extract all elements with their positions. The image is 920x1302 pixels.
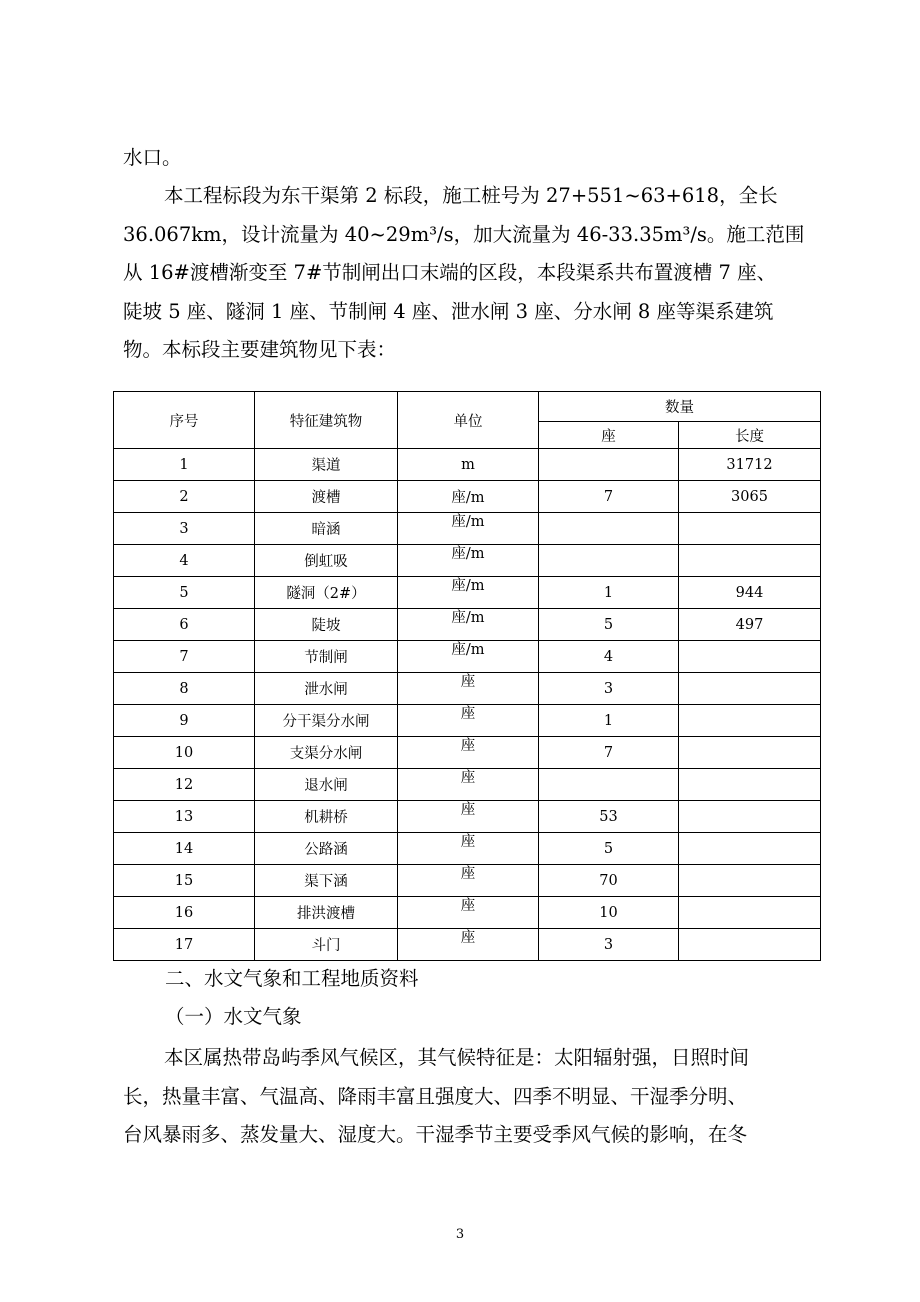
cell-no: 7 xyxy=(114,641,255,673)
unit-text: 座/m xyxy=(451,642,485,658)
cell-length xyxy=(679,513,821,545)
text-line: 本区属热带岛屿季风气候区，其气候特征是：太阳辐射强，日照时间 xyxy=(164,1046,750,1069)
cell-seat xyxy=(539,769,679,801)
table-row xyxy=(114,545,821,577)
cell-name: 渡槽 xyxy=(255,481,398,513)
cell-name: 渠道 xyxy=(255,449,398,481)
table-row xyxy=(114,449,821,481)
table-row xyxy=(114,737,821,769)
cell-length: 3065 xyxy=(679,481,821,513)
cell-no: 10 xyxy=(114,737,255,769)
cell-name: 支渠分水闸 xyxy=(255,737,398,769)
text-line: 长，热量丰富、气温高、降雨丰富且强度大、四季不明显、干湿季分明、 xyxy=(123,1084,748,1108)
cell-name: 节制闸 xyxy=(255,641,398,673)
cell-unit xyxy=(398,929,539,961)
cell-seat xyxy=(539,449,679,481)
unit-text: 座/m xyxy=(451,610,485,626)
cell-length xyxy=(679,545,821,577)
section-heading: 二、水文气象和工程地质资料 xyxy=(165,967,419,990)
cell-unit xyxy=(398,673,539,705)
cell-no: 3 xyxy=(114,513,255,545)
cell-name: 公路涵 xyxy=(255,833,398,865)
unit-text: 座/m xyxy=(451,546,485,562)
unit-text: m xyxy=(461,456,475,473)
page-number: 3 xyxy=(455,1227,465,1242)
text-line: 水口。 xyxy=(123,146,182,169)
unit-text: 座/m xyxy=(451,578,485,594)
header-unit: 单位 xyxy=(398,392,539,449)
table-row xyxy=(114,513,821,545)
header-seat: 座 xyxy=(539,422,679,449)
cell-name: 退水闸 xyxy=(255,769,398,801)
cell-seat: 3 xyxy=(539,673,679,705)
unit-text: 座 xyxy=(460,738,476,754)
cell-seat: 5 xyxy=(539,609,679,641)
cell-seat xyxy=(539,513,679,545)
cell-name: 暗涵 xyxy=(255,513,398,545)
cell-no: 16 xyxy=(114,897,255,929)
table-row xyxy=(114,641,821,673)
unit-text: 座/m xyxy=(451,490,485,506)
paragraph-project-section xyxy=(123,177,823,370)
cell-length xyxy=(679,769,821,801)
cell-no: 1 xyxy=(114,449,255,481)
table-row xyxy=(114,833,821,865)
cell-length xyxy=(679,641,821,673)
table-row xyxy=(114,769,821,801)
cell-unit xyxy=(398,609,539,641)
table-row xyxy=(114,705,821,737)
cell-no: 2 xyxy=(114,481,255,513)
cell-length xyxy=(679,833,821,865)
cell-no: 6 xyxy=(114,609,255,641)
cell-name: 隧洞（2#） xyxy=(255,577,398,609)
paragraph-climate xyxy=(123,1039,823,1155)
text-line: 物。本标段主要建筑物见下表： xyxy=(123,338,397,361)
cell-unit xyxy=(398,801,539,833)
cell-length xyxy=(679,929,821,961)
cell-unit xyxy=(398,481,539,513)
header-name: 特征建筑物 xyxy=(255,392,398,449)
cell-name: 陡坡 xyxy=(255,609,398,641)
cell-unit xyxy=(398,705,539,737)
cell-seat: 10 xyxy=(539,897,679,929)
cell-name: 渠下涵 xyxy=(255,865,398,897)
cell-no: 5 xyxy=(114,577,255,609)
paragraph-intro-end xyxy=(123,139,823,178)
cell-length xyxy=(679,673,821,705)
cell-unit xyxy=(398,577,539,609)
table-row xyxy=(114,929,821,961)
unit-text: 座 xyxy=(460,866,476,882)
cell-name: 分干渠分水闸 xyxy=(255,705,398,737)
cell-name: 机耕桥 xyxy=(255,801,398,833)
unit-text: 座/m xyxy=(451,514,485,530)
cell-length xyxy=(679,897,821,929)
cell-seat: 1 xyxy=(539,577,679,609)
cell-seat: 7 xyxy=(539,481,679,513)
unit-text: 座 xyxy=(460,834,476,850)
table-header-row xyxy=(114,392,821,422)
text-line: 陡坡 5 座、隧洞 1 座、节制闸 4 座、泄水闸 3 座、分水闸 8 座等渠系建筑 xyxy=(123,299,774,323)
cell-unit xyxy=(398,545,539,577)
unit-text: 座 xyxy=(460,770,476,786)
header-length: 长度 xyxy=(679,422,821,449)
cell-length: 944 xyxy=(679,577,821,609)
cell-length xyxy=(679,865,821,897)
cell-seat xyxy=(539,545,679,577)
unit-text: 座 xyxy=(460,674,476,690)
cell-no: 9 xyxy=(114,705,255,737)
cell-unit xyxy=(398,737,539,769)
unit-text: 座 xyxy=(460,706,476,722)
cell-length: 31712 xyxy=(679,449,821,481)
cell-seat: 5 xyxy=(539,833,679,865)
cell-seat: 3 xyxy=(539,929,679,961)
cell-no: 17 xyxy=(114,929,255,961)
header-quantity: 数量 xyxy=(539,392,821,422)
cell-no: 4 xyxy=(114,545,255,577)
cell-unit xyxy=(398,833,539,865)
cell-unit xyxy=(398,897,539,929)
cell-seat: 70 xyxy=(539,865,679,897)
cell-seat: 7 xyxy=(539,737,679,769)
cell-length: 497 xyxy=(679,609,821,641)
table-row xyxy=(114,801,821,833)
cell-name: 排洪渡槽 xyxy=(255,897,398,929)
text-line: 台风暴雨多、蒸发量大、湿度大。干湿季节主要受季风气候的影响，在冬 xyxy=(123,1123,748,1146)
cell-name: 斗门 xyxy=(255,929,398,961)
table-row xyxy=(114,481,821,513)
unit-text: 座 xyxy=(460,930,476,946)
cell-unit xyxy=(398,513,539,545)
cell-unit xyxy=(398,769,539,801)
cell-seat: 1 xyxy=(539,705,679,737)
table-row xyxy=(114,609,821,641)
text-line: 从 16#渡槽渐变至 7#节制闸出口末端的区段，本段渠系共布置渡槽 7 座、 xyxy=(123,261,777,284)
cell-unit xyxy=(398,865,539,897)
header-no: 序号 xyxy=(114,392,255,449)
cell-unit xyxy=(398,449,539,481)
cell-name: 倒虹吸 xyxy=(255,545,398,577)
text-line: 本工程标段为东干渠第 2 标段，施工桩号为 27+551~63+618，全长 xyxy=(164,184,778,207)
structures-table xyxy=(113,391,821,961)
subsection-heading: （一）水文气象 xyxy=(165,1005,302,1028)
cell-seat: 4 xyxy=(539,641,679,673)
unit-text: 座 xyxy=(460,802,476,818)
table-row xyxy=(114,897,821,929)
table-row xyxy=(114,865,821,897)
text-line: 36.067km，设计流量为 40~29m³/s，加大流量为 46-33.35m³/s。施工范围 xyxy=(123,222,805,246)
cell-no: 8 xyxy=(114,673,255,705)
cell-no: 12 xyxy=(114,769,255,801)
cell-no: 14 xyxy=(114,833,255,865)
cell-no: 15 xyxy=(114,865,255,897)
cell-no: 13 xyxy=(114,801,255,833)
table-row xyxy=(114,577,821,609)
unit-text: 座 xyxy=(460,898,476,914)
table-row xyxy=(114,673,821,705)
cell-length xyxy=(679,705,821,737)
cell-length xyxy=(679,737,821,769)
cell-length xyxy=(679,801,821,833)
cell-unit xyxy=(398,641,539,673)
cell-name: 泄水闸 xyxy=(255,673,398,705)
cell-seat: 53 xyxy=(539,801,679,833)
